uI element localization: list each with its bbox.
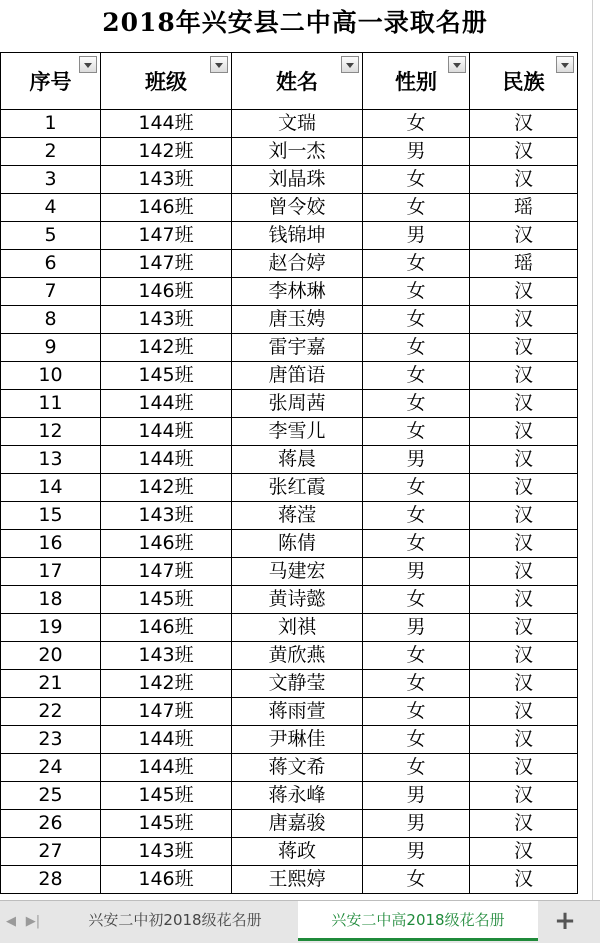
cell-class[interactable]: 142班 bbox=[101, 334, 232, 362]
filter-dropdown-icon[interactable] bbox=[210, 56, 228, 73]
cell-class[interactable]: 143班 bbox=[101, 306, 232, 334]
cell-index[interactable]: 22 bbox=[1, 698, 101, 726]
grid-right-edge bbox=[592, 0, 600, 908]
cell-index[interactable]: 14 bbox=[1, 474, 101, 502]
cell-name[interactable]: 雷宇嘉 bbox=[232, 334, 363, 362]
cell-name[interactable]: 唐嘉骏 bbox=[232, 810, 363, 838]
cell-class[interactable]: 145班 bbox=[101, 782, 232, 810]
cell-index[interactable]: 10 bbox=[1, 362, 101, 390]
table-row bbox=[1, 810, 578, 838]
cell-gender[interactable]: 女 bbox=[363, 642, 470, 670]
table-row bbox=[1, 698, 578, 726]
cell-gender[interactable]: 女 bbox=[363, 754, 470, 782]
table-row bbox=[1, 250, 578, 278]
header-cell-index bbox=[1, 53, 101, 110]
cell-class[interactable]: 147班 bbox=[101, 250, 232, 278]
cell-name[interactable]: 刘晶珠 bbox=[232, 166, 363, 194]
header-cell-class bbox=[101, 53, 232, 110]
cell-name[interactable]: 蒋滢 bbox=[232, 502, 363, 530]
cell-class[interactable]: 144班 bbox=[101, 446, 232, 474]
cell-name[interactable]: 尹琳佳 bbox=[232, 726, 363, 754]
header-cell-ethnicity bbox=[470, 53, 578, 110]
cell-index[interactable]: 28 bbox=[1, 866, 101, 894]
cell-ethnicity[interactable]: 汉 bbox=[470, 726, 578, 754]
cell-ethnicity[interactable]: 汉 bbox=[470, 642, 578, 670]
header-label: 序号 bbox=[29, 70, 72, 94]
cell-class[interactable]: 145班 bbox=[101, 810, 232, 838]
cell-index[interactable]: 27 bbox=[1, 838, 101, 866]
header-cell-name bbox=[232, 53, 363, 110]
header-label: 班级 bbox=[145, 70, 187, 94]
cell-class[interactable]: 144班 bbox=[101, 110, 232, 138]
cell-index[interactable]: 8 bbox=[1, 306, 101, 334]
cell-index[interactable]: 19 bbox=[1, 614, 101, 642]
cell-ethnicity[interactable]: 汉 bbox=[470, 166, 578, 194]
cell-index[interactable]: 24 bbox=[1, 754, 101, 782]
cell-name[interactable]: 钱锦坤 bbox=[232, 222, 363, 250]
cell-ethnicity[interactable]: 汉 bbox=[470, 698, 578, 726]
filter-dropdown-icon[interactable] bbox=[556, 56, 574, 73]
cell-class[interactable]: 146班 bbox=[101, 530, 232, 558]
cell-gender[interactable]: 女 bbox=[363, 250, 470, 278]
cell-ethnicity[interactable]: 汉 bbox=[470, 810, 578, 838]
cell-name[interactable]: 蒋雨萱 bbox=[232, 698, 363, 726]
cell-name[interactable]: 张周茜 bbox=[232, 390, 363, 418]
cell-class[interactable]: 146班 bbox=[101, 194, 232, 222]
cell-gender[interactable]: 女 bbox=[363, 502, 470, 530]
cell-class[interactable]: 145班 bbox=[101, 362, 232, 390]
sheet-tab-bar bbox=[0, 900, 600, 943]
cell-index[interactable]: 15 bbox=[1, 502, 101, 530]
cell-ethnicity[interactable]: 汉 bbox=[470, 446, 578, 474]
cell-gender[interactable]: 男 bbox=[363, 614, 470, 642]
table-row bbox=[1, 838, 578, 866]
cell-ethnicity[interactable]: 汉 bbox=[470, 614, 578, 642]
table-row bbox=[1, 306, 578, 334]
cell-ethnicity[interactable]: 汉 bbox=[470, 670, 578, 698]
cell-gender[interactable]: 女 bbox=[363, 166, 470, 194]
cell-ethnicity[interactable]: 汉 bbox=[470, 110, 578, 138]
cell-name[interactable]: 黄诗懿 bbox=[232, 586, 363, 614]
cell-index[interactable]: 16 bbox=[1, 530, 101, 558]
cell-class[interactable]: 142班 bbox=[101, 474, 232, 502]
cell-ethnicity[interactable]: 汉 bbox=[470, 502, 578, 530]
cell-gender[interactable]: 女 bbox=[363, 306, 470, 334]
cell-gender[interactable]: 女 bbox=[363, 390, 470, 418]
cell-name[interactable]: 文瑞 bbox=[232, 110, 363, 138]
cell-index[interactable]: 4 bbox=[1, 194, 101, 222]
table-row bbox=[1, 866, 578, 894]
sheet-tab-junior[interactable]: 兴安二中初2018级花名册 bbox=[88, 911, 262, 929]
cell-gender[interactable]: 女 bbox=[363, 726, 470, 754]
cell-class[interactable]: 146班 bbox=[101, 278, 232, 306]
header-label: 性别 bbox=[395, 70, 437, 94]
cell-ethnicity[interactable]: 汉 bbox=[470, 474, 578, 502]
table-row bbox=[1, 530, 578, 558]
table-row bbox=[1, 446, 578, 474]
table-row bbox=[1, 390, 578, 418]
table-row bbox=[1, 782, 578, 810]
cell-name[interactable]: 刘祺 bbox=[232, 614, 363, 642]
cell-name[interactable]: 张红霞 bbox=[232, 474, 363, 502]
table-row bbox=[1, 502, 578, 530]
cell-index[interactable]: 5 bbox=[1, 222, 101, 250]
cell-name[interactable]: 马建宏 bbox=[232, 558, 363, 586]
cell-gender[interactable]: 女 bbox=[363, 110, 470, 138]
cell-name[interactable]: 王熙婷 bbox=[232, 866, 363, 894]
filter-dropdown-icon[interactable] bbox=[341, 56, 359, 73]
cell-name[interactable]: 蒋政 bbox=[232, 838, 363, 866]
cell-ethnicity[interactable]: 汉 bbox=[470, 586, 578, 614]
cell-ethnicity[interactable]: 汉 bbox=[470, 362, 578, 390]
cell-name[interactable]: 刘一杰 bbox=[232, 138, 363, 166]
cell-gender[interactable]: 男 bbox=[363, 838, 470, 866]
cell-name[interactable]: 蒋晨 bbox=[232, 446, 363, 474]
cell-index[interactable]: 25 bbox=[1, 782, 101, 810]
filter-dropdown-icon[interactable] bbox=[448, 56, 466, 73]
cell-gender[interactable]: 女 bbox=[363, 334, 470, 362]
cell-name[interactable]: 黄欣燕 bbox=[232, 642, 363, 670]
cell-index[interactable]: 13 bbox=[1, 446, 101, 474]
cell-class[interactable]: 144班 bbox=[101, 754, 232, 782]
cell-gender[interactable]: 女 bbox=[363, 278, 470, 306]
scroll-tabs-last-icon[interactable]: ▶| bbox=[25, 914, 41, 929]
cell-ethnicity[interactable]: 瑶 bbox=[470, 194, 578, 222]
cell-ethnicity[interactable]: 汉 bbox=[470, 278, 578, 306]
cell-class[interactable]: 146班 bbox=[101, 614, 232, 642]
cell-name[interactable]: 李林琳 bbox=[232, 278, 363, 306]
cell-index[interactable]: 6 bbox=[1, 250, 101, 278]
cell-ethnicity[interactable]: 汉 bbox=[470, 306, 578, 334]
cell-name[interactable]: 赵合婷 bbox=[232, 250, 363, 278]
cell-class[interactable]: 142班 bbox=[101, 670, 232, 698]
table-row bbox=[1, 166, 578, 194]
cell-gender[interactable]: 女 bbox=[363, 194, 470, 222]
table-row bbox=[1, 726, 578, 754]
cell-class[interactable]: 145班 bbox=[101, 586, 232, 614]
table-row bbox=[1, 334, 578, 362]
cell-index[interactable]: 1 bbox=[1, 110, 101, 138]
filter-dropdown-icon[interactable] bbox=[79, 56, 97, 73]
cell-gender[interactable]: 女 bbox=[363, 362, 470, 390]
cell-ethnicity[interactable]: 汉 bbox=[470, 390, 578, 418]
table-row bbox=[1, 642, 578, 670]
cell-index[interactable]: 12 bbox=[1, 418, 101, 446]
table-row bbox=[1, 138, 578, 166]
table-row bbox=[1, 222, 578, 250]
cell-gender[interactable]: 男 bbox=[363, 222, 470, 250]
cell-index[interactable]: 23 bbox=[1, 726, 101, 754]
cell-class[interactable]: 147班 bbox=[101, 558, 232, 586]
add-sheet-button[interactable]: + bbox=[554, 906, 576, 936]
cell-name[interactable]: 文静莹 bbox=[232, 670, 363, 698]
cell-ethnicity[interactable]: 汉 bbox=[470, 138, 578, 166]
scroll-tabs-left-icon[interactable]: ◀ bbox=[6, 914, 16, 929]
table-row bbox=[1, 614, 578, 642]
cell-index[interactable]: 7 bbox=[1, 278, 101, 306]
cell-ethnicity[interactable]: 汉 bbox=[470, 866, 578, 894]
cell-class[interactable]: 147班 bbox=[101, 698, 232, 726]
cell-gender[interactable]: 女 bbox=[363, 530, 470, 558]
roster-table bbox=[0, 52, 578, 894]
cell-name[interactable]: 唐玉娉 bbox=[232, 306, 363, 334]
table-body bbox=[1, 110, 578, 894]
cell-class[interactable]: 143班 bbox=[101, 502, 232, 530]
cell-ethnicity[interactable]: 汉 bbox=[470, 782, 578, 810]
cell-gender[interactable]: 女 bbox=[363, 586, 470, 614]
cell-name[interactable]: 蒋永峰 bbox=[232, 782, 363, 810]
cell-class[interactable]: 143班 bbox=[101, 642, 232, 670]
cell-class[interactable]: 143班 bbox=[101, 838, 232, 866]
cell-index[interactable]: 18 bbox=[1, 586, 101, 614]
cell-gender[interactable]: 女 bbox=[363, 866, 470, 894]
cell-class[interactable]: 144班 bbox=[101, 418, 232, 446]
header-cell-gender bbox=[363, 53, 470, 110]
cell-class[interactable]: 146班 bbox=[101, 866, 232, 894]
cell-gender[interactable]: 男 bbox=[363, 810, 470, 838]
table-row bbox=[1, 558, 578, 586]
table-row bbox=[1, 110, 578, 138]
cell-class[interactable]: 147班 bbox=[101, 222, 232, 250]
sheet-tab-senior[interactable]: 兴安二中高2018级花名册 bbox=[298, 901, 538, 941]
cell-class[interactable]: 144班 bbox=[101, 726, 232, 754]
table-row bbox=[1, 194, 578, 222]
cell-ethnicity[interactable]: 汉 bbox=[470, 754, 578, 782]
cell-ethnicity[interactable]: 汉 bbox=[470, 418, 578, 446]
header-label: 姓名 bbox=[276, 70, 318, 94]
header-row bbox=[1, 53, 578, 110]
cell-ethnicity[interactable]: 汉 bbox=[470, 558, 578, 586]
cell-name[interactable]: 陈倩 bbox=[232, 530, 363, 558]
table-row bbox=[1, 418, 578, 446]
sheet-title: 2018年兴安县二中高一录取名册 bbox=[102, 8, 488, 37]
table-row bbox=[1, 278, 578, 306]
header-label: 民族 bbox=[502, 70, 545, 94]
cell-index[interactable]: 17 bbox=[1, 558, 101, 586]
cell-name[interactable]: 李雪儿 bbox=[232, 418, 363, 446]
cell-class[interactable]: 144班 bbox=[101, 390, 232, 418]
cell-gender[interactable]: 女 bbox=[363, 698, 470, 726]
cell-index[interactable]: 20 bbox=[1, 642, 101, 670]
cell-class[interactable]: 143班 bbox=[101, 166, 232, 194]
table-row bbox=[1, 586, 578, 614]
cell-index[interactable]: 21 bbox=[1, 670, 101, 698]
cell-index[interactable]: 11 bbox=[1, 390, 101, 418]
cell-index[interactable]: 3 bbox=[1, 166, 101, 194]
cell-name[interactable]: 蒋文希 bbox=[232, 754, 363, 782]
cell-ethnicity[interactable]: 汉 bbox=[470, 530, 578, 558]
table-row bbox=[1, 754, 578, 782]
cell-ethnicity[interactable]: 汉 bbox=[470, 334, 578, 362]
cell-class[interactable]: 142班 bbox=[101, 138, 232, 166]
table-row bbox=[1, 474, 578, 502]
cell-ethnicity[interactable]: 汉 bbox=[470, 222, 578, 250]
cell-gender[interactable]: 男 bbox=[363, 138, 470, 166]
cell-name[interactable]: 唐笛语 bbox=[232, 362, 363, 390]
cell-ethnicity[interactable]: 瑶 bbox=[470, 250, 578, 278]
cell-index[interactable]: 9 bbox=[1, 334, 101, 362]
cell-gender[interactable]: 女 bbox=[363, 418, 470, 446]
table-row bbox=[1, 670, 578, 698]
cell-gender[interactable]: 男 bbox=[363, 782, 470, 810]
cell-gender[interactable]: 女 bbox=[363, 670, 470, 698]
cell-gender[interactable]: 女 bbox=[363, 474, 470, 502]
cell-index[interactable]: 26 bbox=[1, 810, 101, 838]
cell-gender[interactable]: 男 bbox=[363, 446, 470, 474]
cell-name[interactable]: 曾令姣 bbox=[232, 194, 363, 222]
table-row bbox=[1, 362, 578, 390]
cell-ethnicity[interactable]: 汉 bbox=[470, 838, 578, 866]
cell-index[interactable]: 2 bbox=[1, 138, 101, 166]
cell-gender[interactable]: 男 bbox=[363, 558, 470, 586]
